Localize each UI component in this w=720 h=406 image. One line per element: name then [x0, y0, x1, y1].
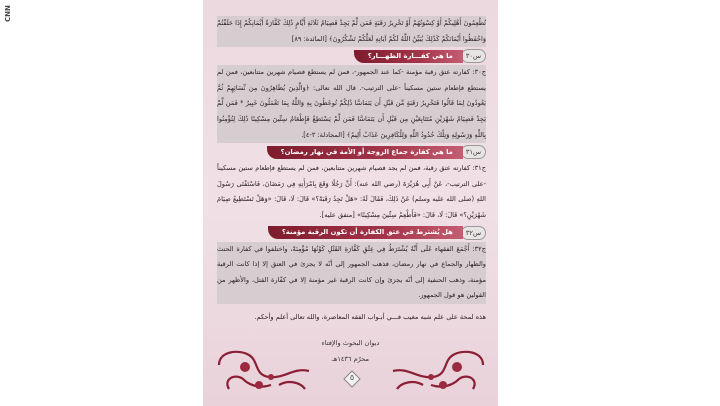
- question-number: س٣٠: [461, 49, 486, 63]
- question-header-30: [217, 48, 486, 64]
- page-content: [217, 16, 486, 326]
- question-title: ما هي كفـــارة الظهـــار؟: [354, 50, 463, 63]
- document-page: [203, 0, 498, 406]
- issuer: ديوان البحوث والإفتاء: [321, 339, 380, 347]
- question-number: س٣١: [461, 145, 486, 159]
- watermark-logo: CNN: [4, 5, 12, 22]
- right-ornament-icon: [383, 345, 493, 395]
- question-header-31: [217, 144, 486, 160]
- left-ornament-icon: [209, 345, 319, 395]
- closing-note: هذه لمحة على علم شبه مغيب فـــي أبـواب الفقه المعاصرة، والله تعالى أعلم وأحكم.: [254, 312, 486, 321]
- answer-32: ج٣٢: أَجْمَعَ الفقهاء عَلَى أَنَّهُ يُشْتَرَطُ فِي عِتْقِ كَفَّارَةِ القَتْلِ كَوْنُهَا مُؤْمِنَةً، واختلفوا في كفارة الحنث والظهار والجماع في نهار رمضان، فذهب الجمهور إلى أنّه لا يجزئ في العتق إلا إذا كانت الرقبة مؤمنة، وذهب الحنفية إلى أنّه يجزئ وإن كانت الرقبة غير مؤمنة إلا في كفّارة القتل، والأظهر من القولين هو قول الجمهور.: [217, 242, 486, 304]
- question-header-32: [217, 225, 486, 241]
- answer-30: ج٣٠: كفارته عتق رقبة مؤمنة -كما عند الجمهور-، فمن لم يستطع فصيام شهرين متتابعين، فمن لم يستطع فإطعام ستين مسكيناً -على الترتيب-. قال الله تعالى: ﴿وَالَّذِينَ يُظَاهِرُونَ مِن نِّسَائِهِمْ ثُمَّ يَعُودُونَ لِمَا قَالُوا فَتَحْرِيرُ رَقَبَةٍ مِّن قَبْلِ أَن يَتَمَاسَّا ذَٰلِكُمْ تُوعَظُونَ بِهِ وَاللَّهُ بِمَا تَعْمَلُونَ خَبِيرٌ * فَمَن لَّمْ يَجِدْ فَصِيَامُ شَهْرَيْنِ مُتَتَابِعَيْنِ مِن قَبْلِ أَن يَتَمَاسَّا فَمَن لَّمْ يَسْتَطِعْ فَإِطْعَامُ سِتِّينَ مِسْكِينًا ذَٰلِكَ لِتُؤْمِنُوا بِاللَّهِ وَرَسُولِهِ وَتِلْكَ حُدُودُ اللَّهِ وَلِلْكَافِرِينَ عَذَابٌ أَلِيمٌ﴾ [المجادلة: ٣-٤].: [217, 65, 486, 143]
- question-title: هل يُشترط في عتق الكفارة أن تكون الرقبة مؤمنة؟: [268, 226, 463, 239]
- question-number: س٣٢: [461, 226, 486, 240]
- answer-31: ج٣١: كفارته عتق رقبة، فمن لم يجد فصيام شهرين متتابعين، فمن لم يستطع فإطعام ستين مسكيناً -على الترتيب-، عَنْ أَبِي هُرَيْرَةَ (رضي الله عنه): أَنَّ رَجُلًا وَقَعَ بِامْرَأَتِهِ فِي رَمَضَانَ، فَاسْتَفْتَى رَسُولَ اللهِ (صلى الله عليه وسلم) عَنْ ذَلِكَ، فَقَالَ لَهُ: «هَلْ تَجِدُ رَقَبَةً؟» قَالَ: لَا، قَالَ: «وَهَلْ تَسْتَطِيعُ صِيَامَ شَهْرَيْنِ؟» قَالَ: لَا، قَالَ: «فَأَطْعِمْ سِتِّينَ مِسْكِينًا» [متفق عليه].: [217, 164, 486, 219]
- intro-verse: تُطْعِمُونَ أَهْلِيكُمْ أَوْ كِسْوَتُهُمْ أَوْ تَحْرِيرُ رَقَبَةٍ فَمَن لَّمْ يَجِدْ فَصِيَامُ ثَلَاثَةِ أَيَّامٍ ذَٰلِكَ كَفَّارَةُ أَيْمَانِكُمْ إِذَا حَلَفْتُمْ وَاحْفَظُوا أَيْمَانَكُمْ كَذَٰلِكَ يُبَيِّنُ اللَّهُ لَكُمْ آيَاتِهِ لَعَلَّكُمْ تَشْكُرُونَ﴾ [المائدة: ٨٩]: [217, 16, 486, 47]
- page-number-badge: [343, 370, 361, 388]
- question-title: ما هي كفارة جماع الزوجة أو الأمة في نهار رمضان؟: [267, 146, 463, 159]
- page-number: ٥: [349, 373, 355, 382]
- issue-date: محرّم ١٤٣٦هـ: [331, 355, 370, 363]
